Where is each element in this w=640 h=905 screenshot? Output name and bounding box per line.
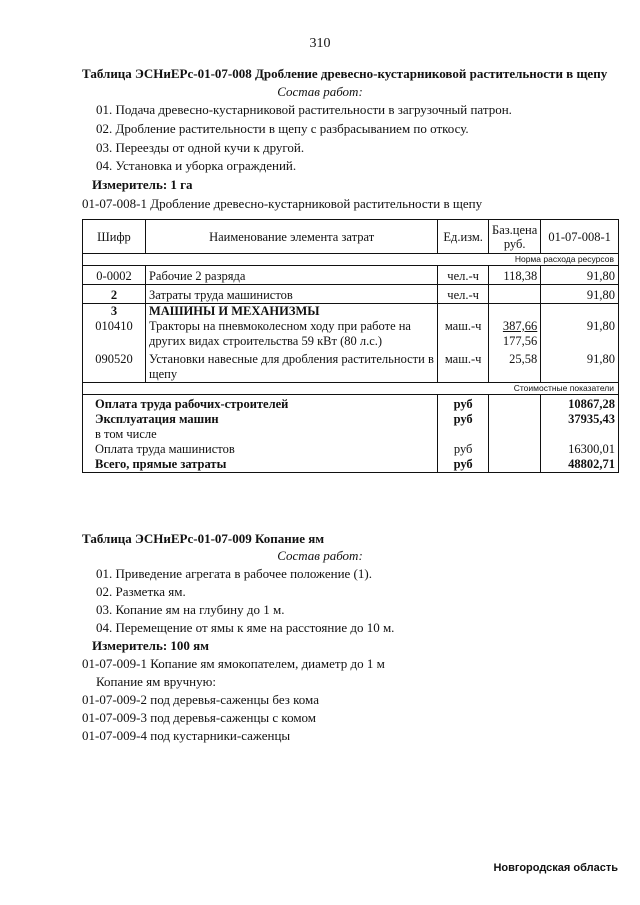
cost-value: 10867,28 [541,395,619,413]
cost-name: в том числе [83,427,438,442]
cell-norm: 91,80 [541,285,619,304]
table-row [83,285,619,304]
cell-code: 2 [83,285,146,304]
cell-name-line: щепу [148,367,178,381]
cost-unit: руб [438,395,489,413]
cell-unit: маш.-ч [438,349,489,383]
table-row [83,319,619,349]
cost-unit: руб [438,442,489,457]
work-step: 03. Копание ям на глубину до 1 м. [96,602,285,617]
cost-bar: Стоимостные показатели [83,383,619,395]
cost-unit: руб [438,457,489,473]
cost-row [83,442,619,457]
work-step: 01. Приведение агрегата в рабочее положение (1). [96,566,372,581]
work-step: 02. Разметка ям. [96,584,186,599]
cost-row [83,427,619,442]
cell-name [145,319,437,349]
norm-bar-row [83,254,619,266]
cost-name: Эксплуатация машин [83,412,438,427]
sostav-rabot-heading: Состав работ: [277,84,363,99]
cell-name-line: других видах строительства 59 кВт (80 л.с.) [148,334,383,348]
code-line: 01-07-008-1 Дробление древесно-кустарниковой растительности в щепу [82,196,483,211]
cost-value: 16300,01 [541,442,619,457]
cell-unit: маш.-ч [438,319,489,349]
cell-name-line: Тракторы на пневмоколесном ходу при работе на [148,319,411,333]
cost-name: Оплата труда рабочих-строителей [83,395,438,413]
code-line: 01-07-009-2 под деревья-саженцы без кома [82,692,319,707]
cell-code: 0-0002 [83,266,146,285]
table-row [83,349,619,383]
code-line: 01-07-009-1 Копание ям ямокопателем, диаметр до 1 м [82,656,385,671]
header-unit: Ед.изм. [438,220,489,254]
table-header-row [83,220,619,254]
cell-name: Рабочие 2 разряда [145,266,437,285]
measure-unit: Измеритель: 1 га [92,177,193,192]
cell-norm: 91,80 [541,319,619,349]
work-step: 01. Подача древесно-кустарниковой растительности в загрузочный патрон. [96,102,512,117]
header-norm: 01-07-008-1 [541,220,619,254]
code-group-label: Копание ям вручную: [96,674,216,689]
cost-bar-row [83,383,619,395]
norm-bar: Норма расхода ресурсов [83,254,619,266]
cost-value: 37935,43 [541,412,619,427]
table-title-008: Таблица ЭСНиЕРс-01-07-008 Дробление древесно-кустарниковой растительности в щепу [82,66,608,81]
sostav-rabot-heading: Состав работ: [277,548,363,563]
code-line: 01-07-009-4 под кустарники-саженцы [82,728,291,743]
cost-name: Всего, прямые затраты [83,457,438,473]
work-step: 04. Перемещение от ямы к яме на расстояние до 10 м. [96,620,395,635]
cell-code: 090520 [83,349,146,383]
cost-table [82,219,619,473]
footer-region: Новгородская область [493,862,618,874]
cost-row [83,412,619,427]
cell-code: 3 [83,304,146,320]
cost-value: 48802,71 [541,457,619,473]
work-step: 02. Дробление растительности в щепу с разбрасыванием по откосу. [96,121,469,136]
cell-section-title: МАШИНЫ И МЕХАНИЗМЫ [145,304,437,320]
table-row [83,266,619,285]
work-step: 04. Установка и уборка ограждений. [96,158,297,173]
table-row [83,304,619,320]
cell-unit: чел.-ч [438,285,489,304]
cell-norm: 91,80 [541,349,619,383]
cell-price: 25,58 [489,349,541,383]
page-number: 310 [309,36,331,51]
cell-price: 118,38 [489,266,541,285]
work-step: 03. Переезды от одной кучи к другой. [96,140,305,155]
cost-unit: руб [438,412,489,427]
cell-price [489,319,541,349]
cell-name-line: Установки навесные для дробления растительности в [148,352,434,366]
price-line: 177,56 [502,334,538,348]
table-title-009: Таблица ЭСНиЕРс-01-07-009 Копание ям [82,531,325,546]
header-code: Шифр [83,220,146,254]
code-line: 01-07-009-3 под деревья-саженцы с комом [82,710,317,725]
cell-name: Затраты труда машинистов [145,285,437,304]
cell-unit: чел.-ч [438,266,489,285]
cell-norm: 91,80 [541,266,619,285]
header-price: Баз.цена руб. [489,220,541,254]
cell-price [489,285,541,304]
cell-name [145,349,437,383]
header-name: Наименование элемента затрат [145,220,437,254]
cost-row [83,457,619,473]
cost-row [83,395,619,413]
measure-unit: Измеритель: 100 ям [92,638,210,653]
cost-name: Оплата труда машинистов [83,442,438,457]
cell-code: 010410 [83,319,146,349]
price-line: 387,66 [502,319,538,333]
